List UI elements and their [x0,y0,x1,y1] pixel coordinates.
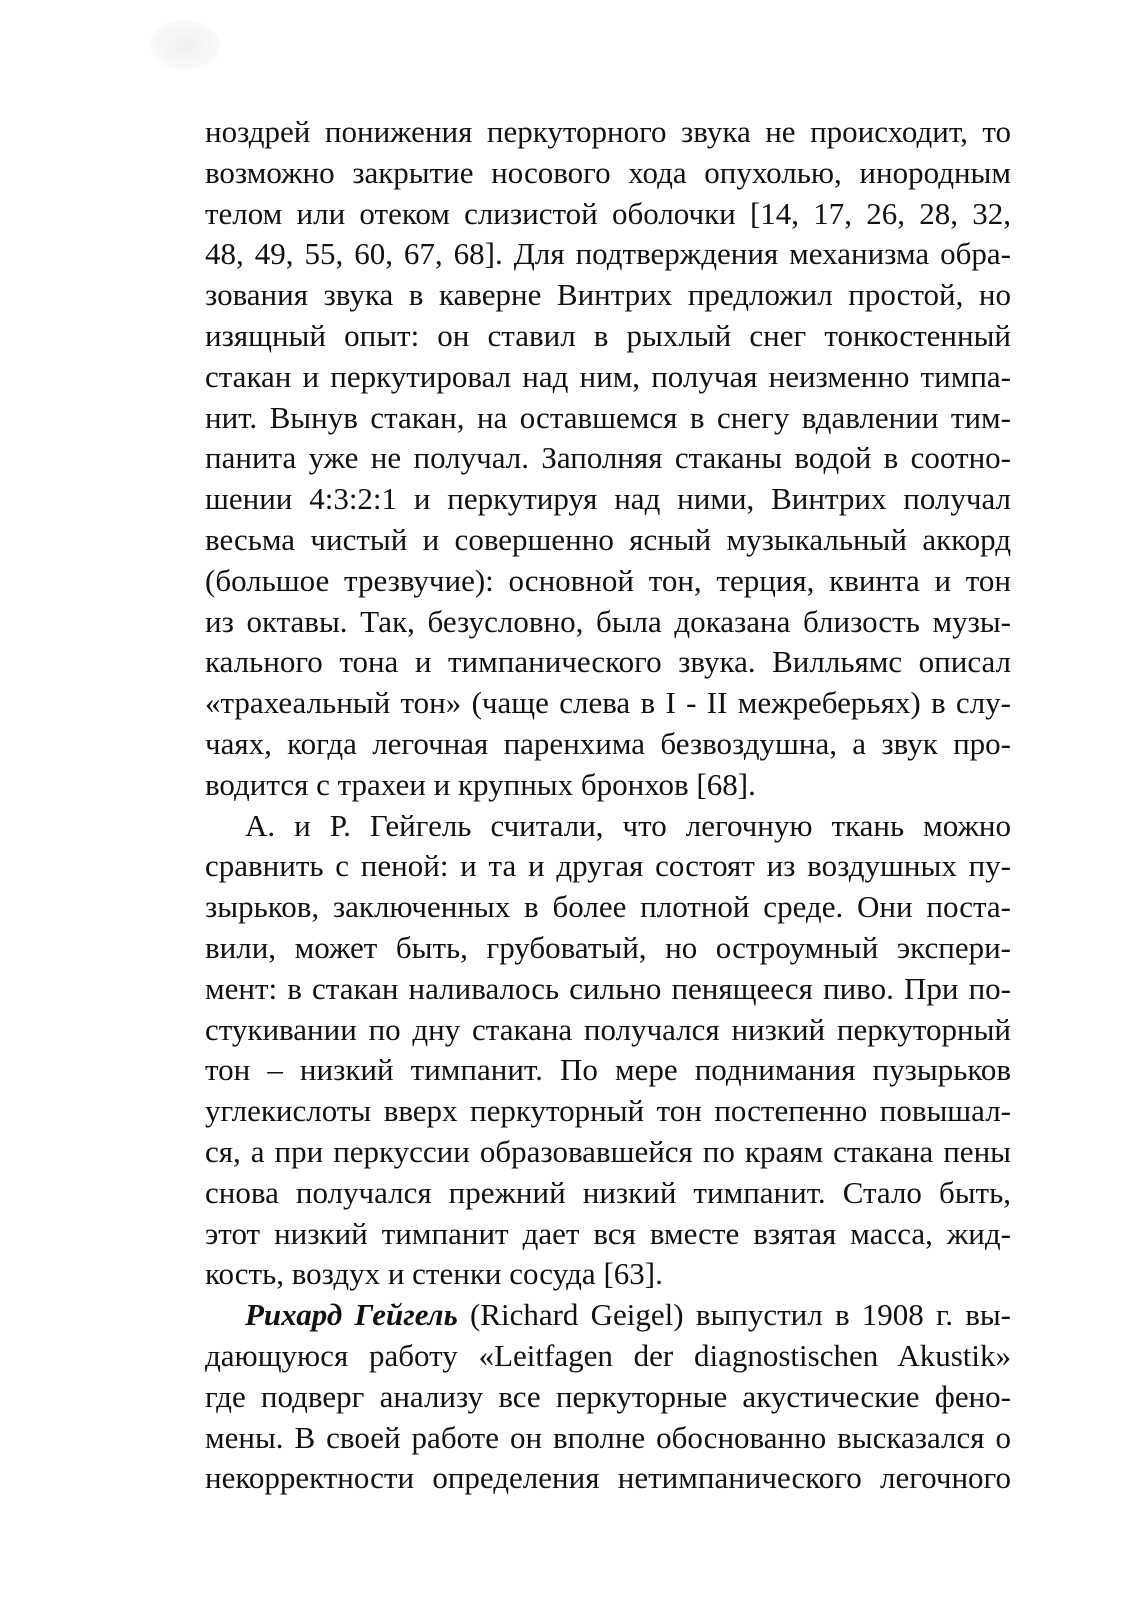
text-line: некорректности определения нетимпанического легочного [205,1460,1011,1496]
text-line: чаях, когда легочная паренхима безвоздушна, а звук про- [205,725,1011,761]
text-line: (большое трезвучие): основной тон, терция, квинта и тон [205,562,1011,598]
text-line [205,1295,1011,1336]
text-line: А. и Р. Гейгель считали, что легочную ткань можно [245,807,1011,843]
text-line: зырьков, заключенных в более плотной среде. Они поста- [205,889,1011,925]
text-line: стукивании по дну стакана получался низкий перкуторный [205,1011,1011,1047]
scan-smudge [150,20,220,70]
text-line: тон – низкий тимпанит. По мере поднимания пузырьков [205,1052,1011,1088]
text-line: зования звука в каверне Винтрих предложил простой, но [205,277,1011,313]
text-line: шении 4:3:2:1 и перкутируя над ними, Винтрих получал [205,481,1011,517]
text-line: «трахеальный тон» (чаще слева в I - II межреберьях) в слу- [205,685,1011,721]
text-line: сравнить с пеной: и та и другая состоят из воздушных пу- [205,848,1011,884]
text-line: ноздрей понижения перкуторного звука не происходит, то [205,114,1011,149]
text-line: где подверг анализу все перкуторные акустические фено- [205,1378,1011,1414]
text-fragment: (Richard Geigel) выпустил в 1908 г. вы- [457,1297,1011,1333]
author-name: Рихард Гейгель [245,1297,458,1333]
text-line: углекислоты вверх перкуторный тон постепенно повышал- [205,1093,1011,1129]
text-line: телом или отеком слизистой оболочки [14, 17, 26, 28, 32, [205,195,1011,231]
text-line: возможно закрытие носового хода опухолью, инородным [205,154,1011,190]
text-line: стакан и перкутировал над ним, получая неизменно тимпа- [205,358,1011,394]
text-line: вили, может быть, грубоватый, но остроумный экспери- [205,929,1011,965]
text-line: нит. Вынув стакан, на оставшемся в снегу вдавлении тим- [205,399,1011,435]
text-line: мент: в стакан наливалось сильно пенящееся пиво. При по- [205,970,1011,1006]
paragraph-3 [205,1295,1011,1499]
text-line: кального тона и тимпанического звука. Вилльямс описал [205,644,1011,680]
text-line: мены. В своей работе он вполне обоснованно высказался о [205,1419,1011,1455]
text-line: 48, 49, 55, 60, 67, 68]. Для подтверждения механизма обра- [205,236,1011,272]
paragraph-1 [205,112,1011,806]
text-line: дающуюся работу «Leitfagen der diagnostischen Akustik» [205,1337,1011,1373]
text-line: изящный опыт: он ставил в рыхлый снег тонкостенный [205,317,1011,353]
text-line: весьма чистый и совершенно ясный музыкальный аккорд [205,521,1011,557]
text-line: этот низкий тимпанит дает вся вместе взятая масса, жид- [205,1215,1011,1251]
text-line: панита уже не получал. Заполняя стаканы водой в соотно- [205,440,1011,476]
text-line: снова получался прежний низкий тимпанит. Стало быть, [205,1174,1011,1210]
text-line: водится с трахеи и крупных бронхов [68]. [205,766,756,802]
body-text [205,112,1011,1499]
text-line: из октавы. Так, безусловно, была доказана близость музы- [205,603,1011,639]
paragraph-2 [205,806,1011,1296]
text-line: ся, а при перкуссии образовавшейся по краям стакана пены [205,1133,1011,1169]
text-line: кость, воздух и стенки сосуда [63]. [205,1256,663,1292]
